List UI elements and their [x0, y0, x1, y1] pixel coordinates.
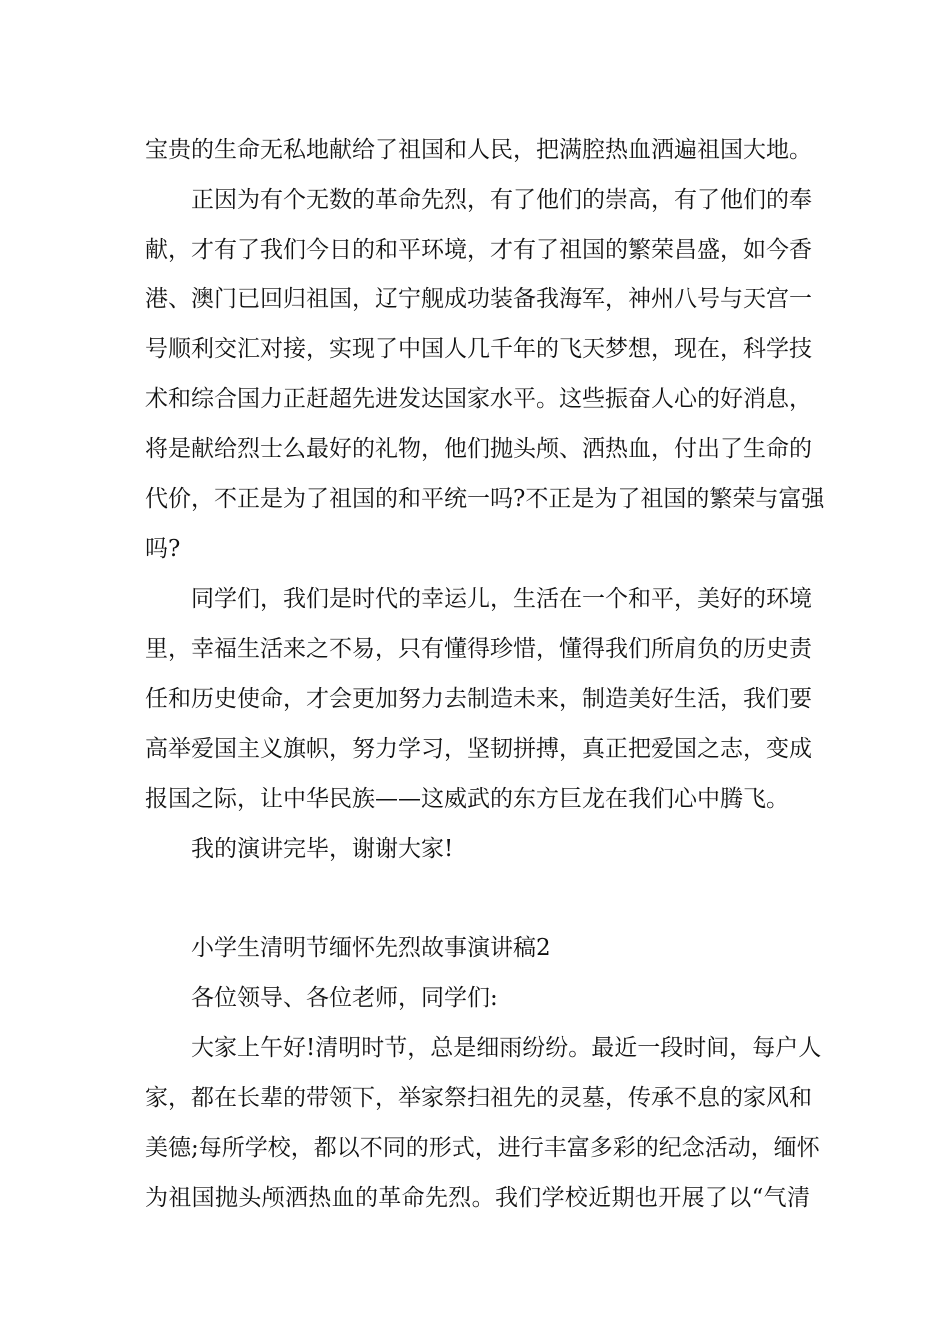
paragraph-line: 高举爱国主义旗帜，努力学习，坚韧拼搏，真正把爱国之志，变成: [145, 736, 812, 762]
paragraph-line: 宝贵的生命无私地献给了祖国和人民，把满腔热血洒遍祖国大地。: [145, 137, 812, 163]
paragraph-line: 美德;每所学校，都以不同的形式，进行丰富多彩的纪念活动，缅怀: [145, 1135, 820, 1161]
paragraph-line: 号顺利交汇对接，实现了中国人几千年的飞天梦想，现在，科学技: [145, 336, 812, 362]
salutation: 各位领导、各位老师，同学们:: [191, 985, 498, 1011]
paragraph-line: 任和历史使命，才会更加努力去制造未来，制造美好生活，我们要: [145, 686, 812, 712]
paragraph-line: 吗?: [145, 536, 181, 562]
paragraph-line: 术和综合国力正赶超先进发达国家水平。这些振奋人心的好消息，: [145, 386, 812, 412]
paragraph-line: 家，都在长辈的带领下，举家祭扫祖先的灵墓，传承不息的家风和: [145, 1085, 812, 1111]
paragraph-line: 代价，不正是为了祖国的和平统一吗?不正是为了祖国的繁荣与富强: [145, 486, 825, 512]
paragraph-line: 报国之际，让中华民族——这威武的东方巨龙在我们心中腾飞。: [145, 786, 789, 812]
paragraph-line: 里，幸福生活来之不易，只有懂得珍惜，懂得我们所肩负的历史责: [145, 636, 812, 662]
paragraph-line: 大家上午好!清明时节，总是细雨纷纷。最近一段时间，每户人: [191, 1035, 822, 1061]
paragraph-line: 同学们，我们是时代的幸运儿，生活在一个和平，美好的环境: [191, 586, 812, 612]
paragraph-line: 港、澳门已回归祖国，辽宁舰成功装备我海军，神州八号与天宫一: [145, 286, 812, 312]
closing-line: 我的演讲完毕，谢谢大家!: [191, 836, 454, 862]
paragraph-line: 献，才有了我们今日的和平环境，才有了祖国的繁荣昌盛，如今香: [145, 237, 812, 263]
section-title: 小学生清明节缅怀先烈故事演讲稿2: [191, 935, 551, 961]
paragraph-line: 正因为有个无数的革命先烈，有了他们的崇高，有了他们的奉: [191, 187, 812, 213]
paragraph-line: 将是献给烈士么最好的礼物，他们抛头颅、洒热血，付出了生命的: [145, 436, 812, 462]
paragraph-line: 为祖国抛头颅洒热血的革命先烈。我们学校近期也开展了以“气清: [145, 1185, 810, 1211]
